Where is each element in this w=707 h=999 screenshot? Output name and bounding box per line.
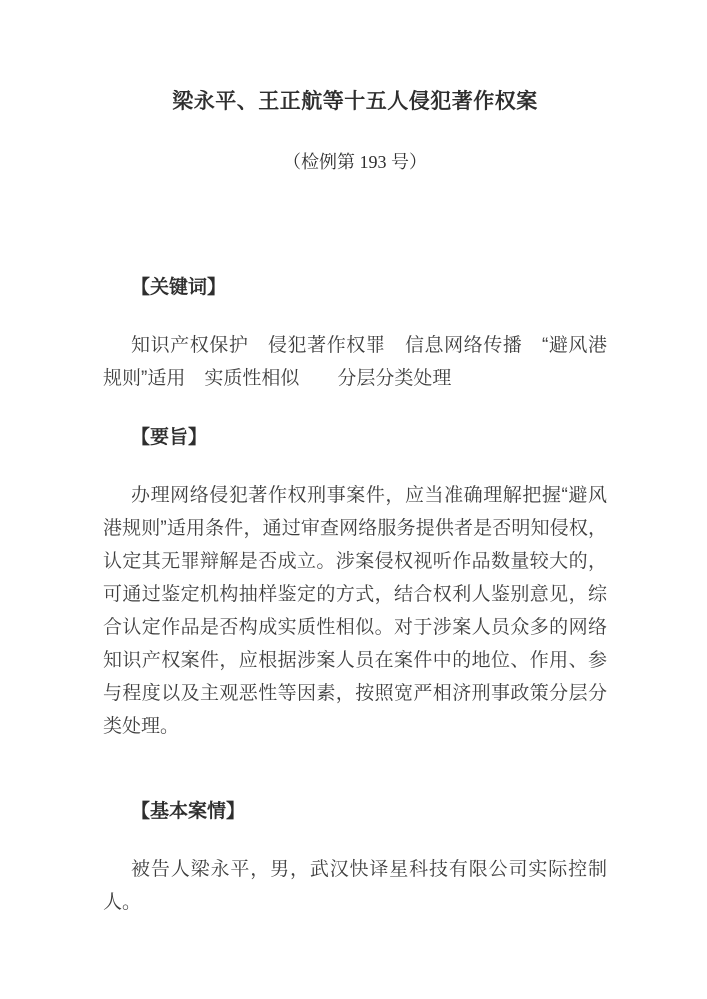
case-number: （检例第 193 号） xyxy=(283,152,427,172)
section-heading-abstract: 【要旨】 xyxy=(131,427,208,448)
document-title: 梁永平、王正航等十五人侵犯著作权案 xyxy=(172,90,538,113)
section-heading-keywords: 【关键词】 xyxy=(131,277,227,298)
keywords-paragraph: 知识产权保护 侵犯著作权罪 信息网络传播 “避风港规则”适用 实质性相似 分层分类处理 xyxy=(103,335,607,389)
abstract-paragraph: 办理网络侵犯著作权刑事案件，应当准确理解把握“避风港规则”适用条件，通过审查网络服务提供者是否明知侵权，认定其无罪辩解是否成立。涉案侵权视听作品数量较大的，可通过鉴定机构抽样鉴定的方式，结合权利人鉴别意见，综合认定作品是否构成实质性相似。对于涉案人员众多的网络知识产权案件，应根据涉案人员在案件中的地位、作用、参与程度以及主观恶性等因素，按照宽严相济刑事政策分层分类处理。 xyxy=(103,485,607,737)
basic-facts-paragraph: 被告人梁永平，男，武汉快译星科技有限公司实际控制人。 xyxy=(103,859,607,913)
section-heading-basic-facts: 【基本案情】 xyxy=(131,801,246,822)
